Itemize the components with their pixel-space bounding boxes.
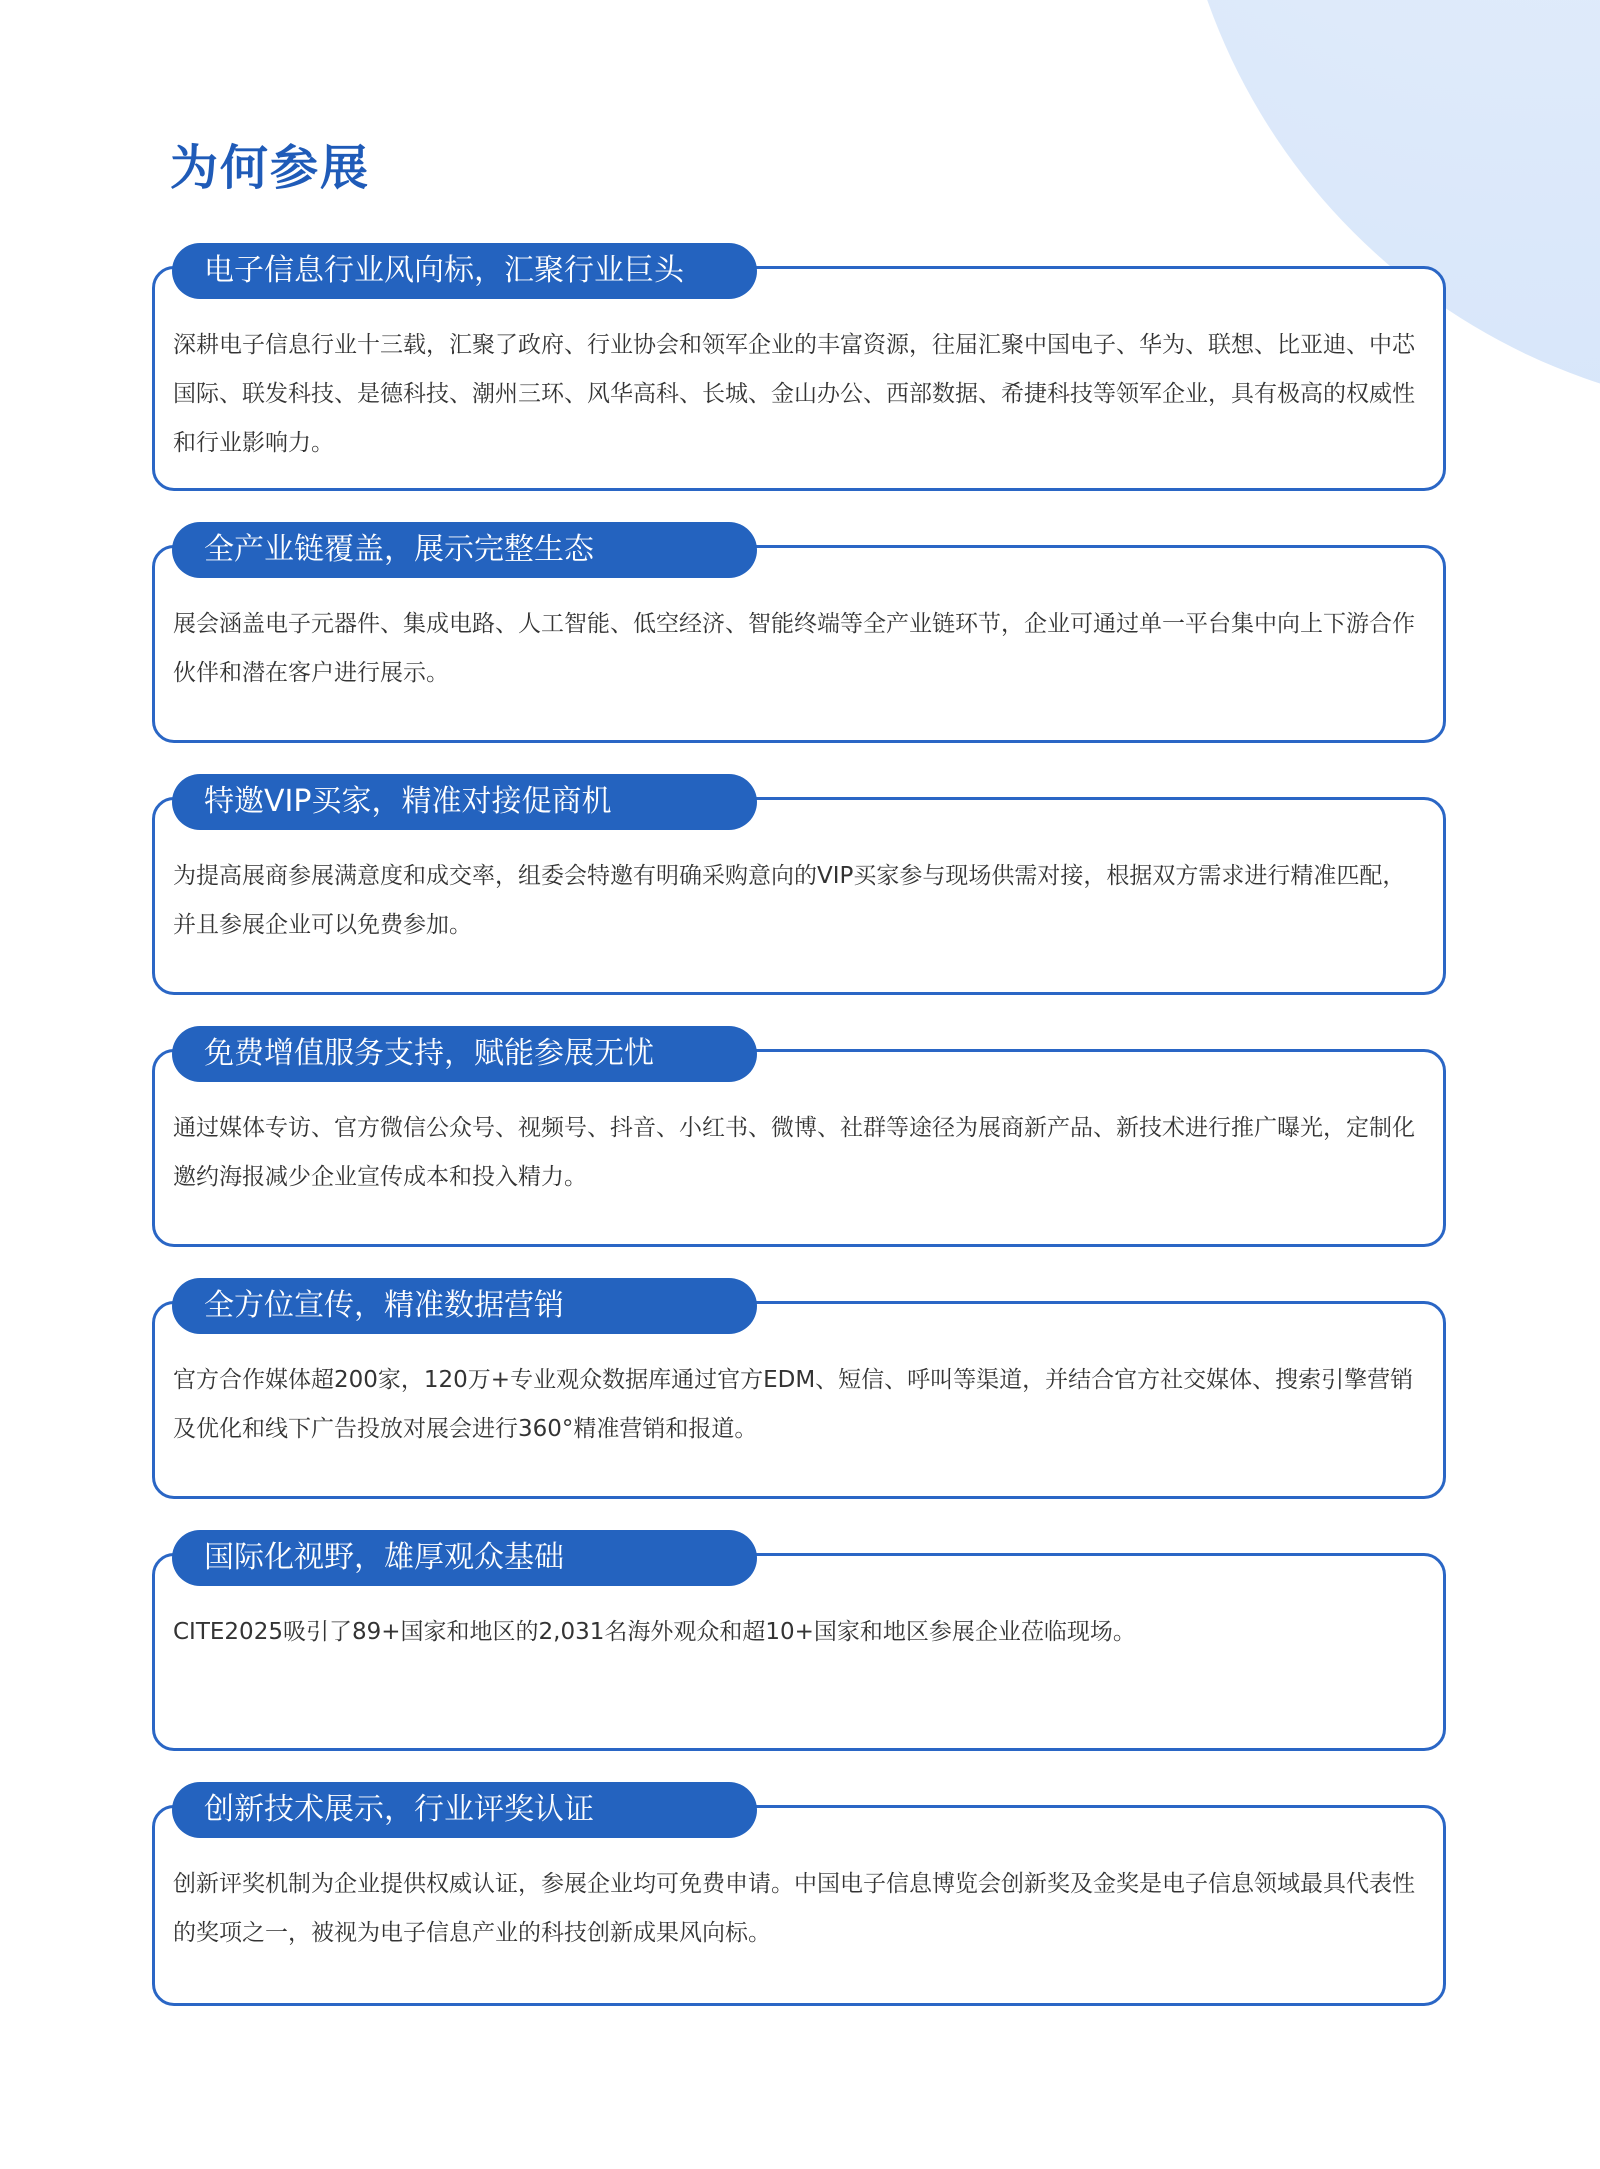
section-card-vip-buyers bbox=[152, 784, 1446, 995]
section-heading: 全产业链覆盖，展示完整生态 bbox=[172, 522, 757, 578]
section-card-free-services bbox=[152, 1036, 1446, 1247]
section-body: 为提高展商参展满意度和成交率，组委会特邀有明确采购意向的VIP买家参与现场供需对接，根据双方需求进行精准匹配，并且参展企业可以免费参加。 bbox=[173, 863, 1406, 938]
section-heading: 免费增值服务支持，赋能参展无忧 bbox=[172, 1026, 757, 1082]
section-body: CITE2025吸引了89+国家和地区的2,031名海外观众和超10+国家和地区参展企业莅临现场。 bbox=[173, 1619, 1136, 1645]
section-card-international bbox=[152, 1540, 1446, 1751]
section-card-industry-leaders bbox=[152, 253, 1446, 491]
section-heading: 特邀VIP买家，精准对接促商机 bbox=[172, 774, 757, 830]
section-heading: 电子信息行业风向标，汇聚行业巨头 bbox=[172, 243, 757, 299]
section-heading: 全方位宣传，精准数据营销 bbox=[172, 1278, 757, 1334]
section-body: 通过媒体专访、官方微信公众号、视频号、抖音、小红书、微博、社群等途径为展商新产品、新技术进行推广曝光，定制化邀约海报减少企业宣传成本和投入精力。 bbox=[173, 1115, 1415, 1190]
section-body: 深耕电子信息行业十三载，汇聚了政府、行业协会和领军企业的丰富资源，往届汇聚中国电子、华为、联想、比亚迪、中芯国际、联发科技、是德科技、潮州三环、风华高科、长城、金山办公、西部数据、希捷科技等领军企业，具有极高的权威性和行业影响力。 bbox=[173, 332, 1415, 456]
section-body: 官方合作媒体超200家，120万+专业观众数据库通过官方EDM、短信、呼叫等渠道，并结合官方社交媒体、搜索引擎营销及优化和线下广告投放对展会进行360°精准营销和报道。 bbox=[173, 1367, 1414, 1442]
section-heading: 创新技术展示，行业评奖认证 bbox=[172, 1782, 757, 1838]
page-title: 为何参展 bbox=[170, 140, 371, 196]
section-heading: 国际化视野，雄厚观众基础 bbox=[172, 1530, 757, 1586]
section-card-full-chain bbox=[152, 532, 1446, 743]
section-body: 创新评奖机制为企业提供权威认证，参展企业均可免费申请。中国电子信息博览会创新奖及金奖是电子信息领域最具代表性的奖项之一，被视为电子信息产业的科技创新成果风向标。 bbox=[173, 1871, 1415, 1946]
section-body: 展会涵盖电子元器件、集成电路、人工智能、低空经济、智能终端等全产业链环节，企业可通过单一平台集中向上下游合作伙伴和潜在客户进行展示。 bbox=[173, 611, 1415, 686]
section-card-marketing bbox=[152, 1288, 1446, 1499]
section-card-innovation-awards bbox=[152, 1792, 1446, 2006]
